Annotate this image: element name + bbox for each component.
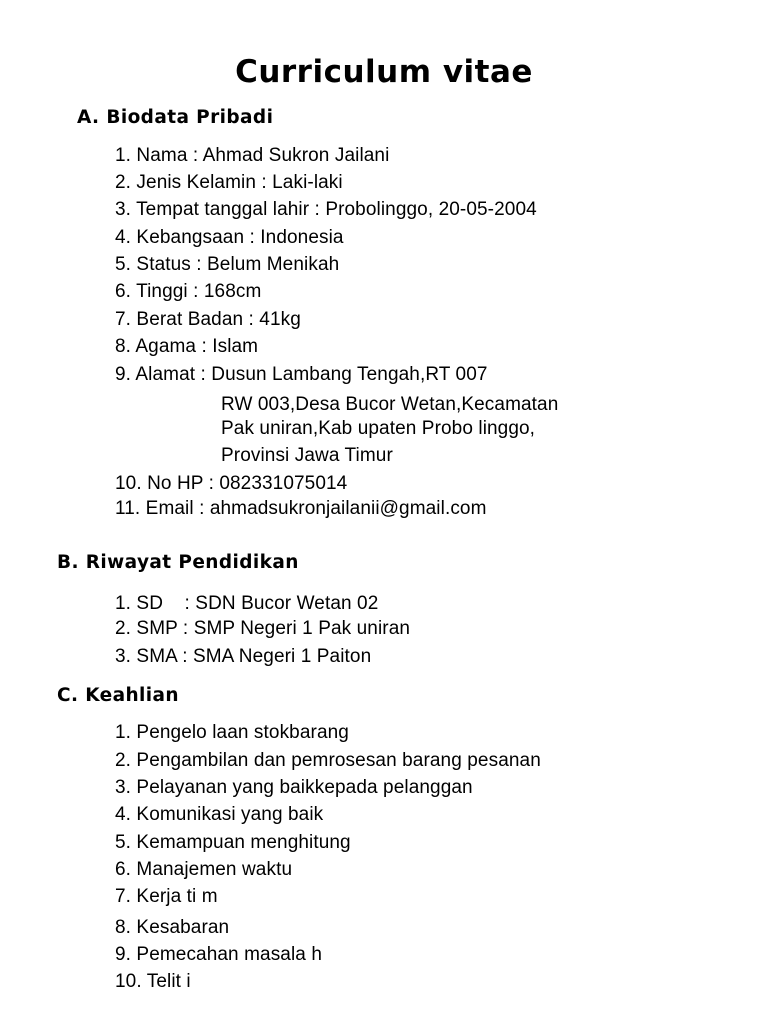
biodata-item: 6. Tinggi : 168cm [115,281,262,302]
biodata-item: 11. Email : ahmadsukronjailanii@gmail.com [115,498,487,519]
skill-item: 7. Kerja ti m [115,886,218,907]
biodata-item: 1. Nama : Ahmad Sukron Jailani [115,145,390,166]
education-item: 1. SD : SDN Bucor Wetan 02 [115,593,379,614]
address-continuation-line: Provinsi Jawa Timur [221,445,393,466]
skill-item: 1. Pengelo laan stokbarang [115,722,349,743]
biodata-item: 8. Agama : Islam [115,336,259,357]
education-item: 3. SMA : SMA Negeri 1 Paiton [115,646,372,667]
biodata-item: 5. Status : Belum Menikah [115,254,340,275]
cv-title: Curriculum vitae [235,54,533,90]
skill-item: 8. Kesabaran [115,917,230,938]
education-item: 2. SMP : SMP Negeri 1 Pak uniran [115,618,411,639]
biodata-item: 2. Jenis Kelamin : Laki-laki [115,172,343,193]
biodata-item: 4. Kebangsaan : Indonesia [115,227,344,248]
biodata-item: 9. Alamat : Dusun Lambang Tengah,RT 007 [115,364,488,385]
biodata-item: 3. Tempat tanggal lahir : Probolinggo, 20-05-2004 [115,199,537,220]
section-heading-skills: C. Keahlian [57,685,179,706]
address-continuation-line: Pak uniran,Kab upaten Probo linggo, [221,418,536,439]
skill-item: 10. Telit i [115,971,191,992]
address-continuation-line: RW 003,Desa Bucor Wetan,Kecamatan [221,394,559,415]
skill-item: 4. Komunikasi yang baik [115,804,324,825]
skill-item: 2. Pengambilan dan pemrosesan barang pesanan [115,750,541,771]
biodata-item: 7. Berat Badan : 41kg [115,309,301,330]
section-heading-education: B. Riwayat Pendidikan [57,552,299,573]
skill-item: 6. Manajemen waktu [115,859,293,880]
biodata-item: 10. No HP : 082331075014 [115,473,348,494]
section-heading-biodata: A. Biodata Pribadi [77,107,274,128]
skill-item: 5. Kemampuan menghitung [115,832,351,853]
skill-item: 9. Pemecahan masala h [115,944,322,965]
skill-item: 3. Pelayanan yang baikkepada pelanggan [115,777,473,798]
